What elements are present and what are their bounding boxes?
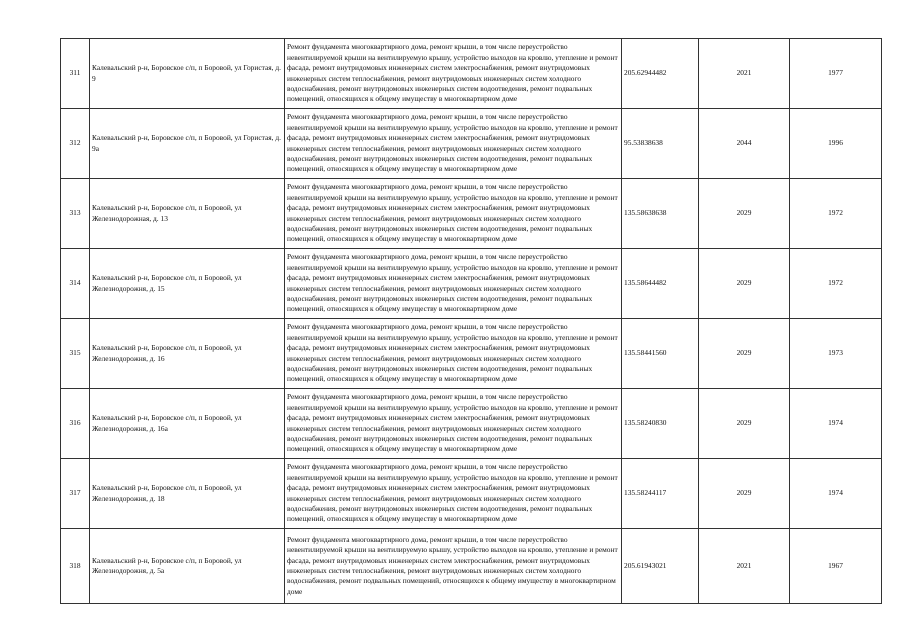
table-body xyxy=(61,39,882,604)
build-year-cell: 1974 xyxy=(790,389,882,459)
plan-year-cell: 2029 xyxy=(699,389,790,459)
cost-cell: 135.58244117 xyxy=(622,459,699,529)
works-text: Ремонт фундамента многоквартирного дома, ремонт крыши, в том числе переустройство невентилируемой крыши на вентилируемую крышу, устройство выходов на кровлю, утепление и ремонт фасада, ремонт внутридомовых инженерных систем электроснабжения, ремонт внутридомовых инженерных систем теплоснабжения, ремонт внутридомовых инженерных систем холодного водоснабжения, ремонт внутридомовых инженерных систем водоотведения, ремонт подвальных помещений, относящихся к общему имуществу в многоквартирном доме xyxy=(287,322,618,384)
works-text: Ремонт фундамента многоквартирного дома, ремонт крыши, в том числе переустройство невентилируемой крыши на вентилируемую крышу, устройство выходов на кровлю, утепление и ремонт фасада, ремонт внутридомовых инженерных систем электроснабжения, ремонт внутридомовых инженерных систем теплоснабжения, ремонт внутридомовых инженерных систем холодного водоснабжения, ремонт подвальных помещений, относящихся к общему имуществу в многоквартирном доме xyxy=(287,534,618,596)
works-cell xyxy=(285,179,622,249)
works-cell xyxy=(285,249,622,319)
row-number-cell: 311 xyxy=(61,39,90,109)
works-cell xyxy=(285,39,622,109)
address-cell: Калевальский р-н, Боровское с/п, п Боровой, ул Железнодорожня, д. 15 xyxy=(90,249,285,319)
address-cell: Калевальский р-н, Боровское с/п, п Боровой, ул Гористая, д. 9 xyxy=(90,39,285,109)
table-row xyxy=(61,249,882,319)
cost-cell: 205.62944482 xyxy=(622,39,699,109)
table-row xyxy=(61,109,882,179)
row-number-cell: 316 xyxy=(61,389,90,459)
address-cell: Калевальский р-н, Боровское с/п, п Боровой, ул Железнодорожная, д. 13 xyxy=(90,179,285,249)
repair-registry-table xyxy=(60,38,882,604)
plan-year-cell: 2021 xyxy=(699,39,790,109)
works-text: Ремонт фундамента многоквартирного дома, ремонт крыши, в том числе переустройство невентилируемой крыши на вентилируемую крышу, устройство выходов на кровлю, утепление и ремонт фасада, ремонт внутридомовых инженерных систем электроснабжения, ремонт внутридомовых инженерных систем теплоснабжения, ремонт внутридомовых инженерных систем холодного водоснабжения, ремонт внутридомовых инженерных систем водоотведения, ремонт подвальных помещений, относящихся к общему имуществу в многоквартирном доме xyxy=(287,252,618,314)
works-cell xyxy=(285,459,622,529)
works-text: Ремонт фундамента многоквартирного дома, ремонт крыши, в том числе переустройство невентилируемой крыши на вентилируемую крышу, устройство выходов на кровлю, утепление и ремонт фасада, ремонт внутридомовых инженерных систем электроснабжения, ремонт внутридомовых инженерных систем теплоснабжения, ремонт внутридомовых инженерных систем холодного водоснабжения, ремонт внутридомовых инженерных систем водоотведения, ремонт подвальных помещений, относящихся к общему имуществу в многоквартирном доме xyxy=(287,112,618,174)
cost-cell: 135.58240830 xyxy=(622,389,699,459)
works-cell xyxy=(285,319,622,389)
works-text: Ремонт фундамента многоквартирного дома, ремонт крыши, в том числе переустройство невентилируемой крыши на вентилируемую крышу, устройство выходов на кровлю, утепление и ремонт фасада, ремонт внутридомовых инженерных систем электроснабжения, ремонт внутридомовых инженерных систем теплоснабжения, ремонт внутридомовых инженерных систем холодного водоснабжения, ремонт внутридомовых инженерных систем водоотведения, ремонт подвальных помещений, относящихся к общему имуществу в многоквартирном доме xyxy=(287,392,618,454)
table-row xyxy=(61,459,882,529)
row-number-cell: 314 xyxy=(61,249,90,319)
plan-year-cell: 2029 xyxy=(699,459,790,529)
address-cell: Калевальский р-н, Боровское с/п, п Боровой, ул Гористая, д. 9а xyxy=(90,109,285,179)
build-year-cell: 1973 xyxy=(790,319,882,389)
plan-year-cell: 2029 xyxy=(699,249,790,319)
plan-year-cell: 2044 xyxy=(699,109,790,179)
table-row xyxy=(61,389,882,459)
table-row xyxy=(61,39,882,109)
works-text: Ремонт фундамента многоквартирного дома, ремонт крыши, в том числе переустройство невентилируемой крыши на вентилируемую крышу, устройство выходов на кровлю, утепление и ремонт фасада, ремонт внутридомовых инженерных систем электроснабжения, ремонт внутридомовых инженерных систем теплоснабжения, ремонт внутридомовых инженерных систем холодного водоснабжения, ремонт внутридомовых инженерных систем водоотведения, ремонт подвальных помещений, относящихся к общему имуществу в многоквартирном доме xyxy=(287,42,618,104)
row-number-cell: 313 xyxy=(61,179,90,249)
table-row xyxy=(61,179,882,249)
build-year-cell: 1974 xyxy=(790,459,882,529)
plan-year-cell: 2021 xyxy=(699,529,790,604)
cost-cell: 205.61943021 xyxy=(622,529,699,604)
address-cell: Калевальский р-н, Боровское с/п, п Боровой, ул Железнодорожня, д. 18 xyxy=(90,459,285,529)
address-cell: Калевальский р-н, Боровское с/п, п Боровой, ул Железнодорожня, д. 16 xyxy=(90,319,285,389)
address-cell: Калевальский р-н, Боровское с/п, п Боровой, ул Железнодорожня, д. 5а xyxy=(90,529,285,604)
table-row xyxy=(61,319,882,389)
build-year-cell: 1996 xyxy=(790,109,882,179)
row-number-cell: 315 xyxy=(61,319,90,389)
row-number-cell: 312 xyxy=(61,109,90,179)
address-cell: Калевальский р-н, Боровское с/п, п Боровой, ул Железнодорожня, д. 16а xyxy=(90,389,285,459)
cost-cell: 135.58638638 xyxy=(622,179,699,249)
works-text: Ремонт фундамента многоквартирного дома, ремонт крыши, в том числе переустройство невентилируемой крыши на вентилируемую крышу, устройство выходов на кровлю, утепление и ремонт фасада, ремонт внутридомовых инженерных систем электроснабжения, ремонт внутридомовых инженерных систем теплоснабжения, ремонт внутридомовых инженерных систем холодного водоснабжения, ремонт внутридомовых инженерных систем водоотведения, ремонт подвальных помещений, относящихся к общему имуществу в многоквартирном доме xyxy=(287,182,618,244)
works-cell xyxy=(285,109,622,179)
build-year-cell: 1972 xyxy=(790,249,882,319)
row-number-cell: 318 xyxy=(61,529,90,604)
cost-cell: 135.58441560 xyxy=(622,319,699,389)
build-year-cell: 1972 xyxy=(790,179,882,249)
table-row xyxy=(61,529,882,604)
build-year-cell: 1967 xyxy=(790,529,882,604)
cost-cell: 95.53838638 xyxy=(622,109,699,179)
cost-cell: 135.58644482 xyxy=(622,249,699,319)
works-cell xyxy=(285,529,622,604)
build-year-cell: 1977 xyxy=(790,39,882,109)
row-number-cell: 317 xyxy=(61,459,90,529)
plan-year-cell: 2029 xyxy=(699,179,790,249)
works-text: Ремонт фундамента многоквартирного дома, ремонт крыши, в том числе переустройство невентилируемой крыши на вентилируемую крышу, устройство выходов на кровлю, утепление и ремонт фасада, ремонт внутридомовых инженерных систем электроснабжения, ремонт внутридомовых инженерных систем теплоснабжения, ремонт внутридомовых инженерных систем холодного водоснабжения, ремонт внутридомовых инженерных систем водоотведения, ремонт подвальных помещений, относящихся к общему имуществу в многоквартирном доме xyxy=(287,462,618,524)
plan-year-cell: 2029 xyxy=(699,319,790,389)
works-cell xyxy=(285,389,622,459)
